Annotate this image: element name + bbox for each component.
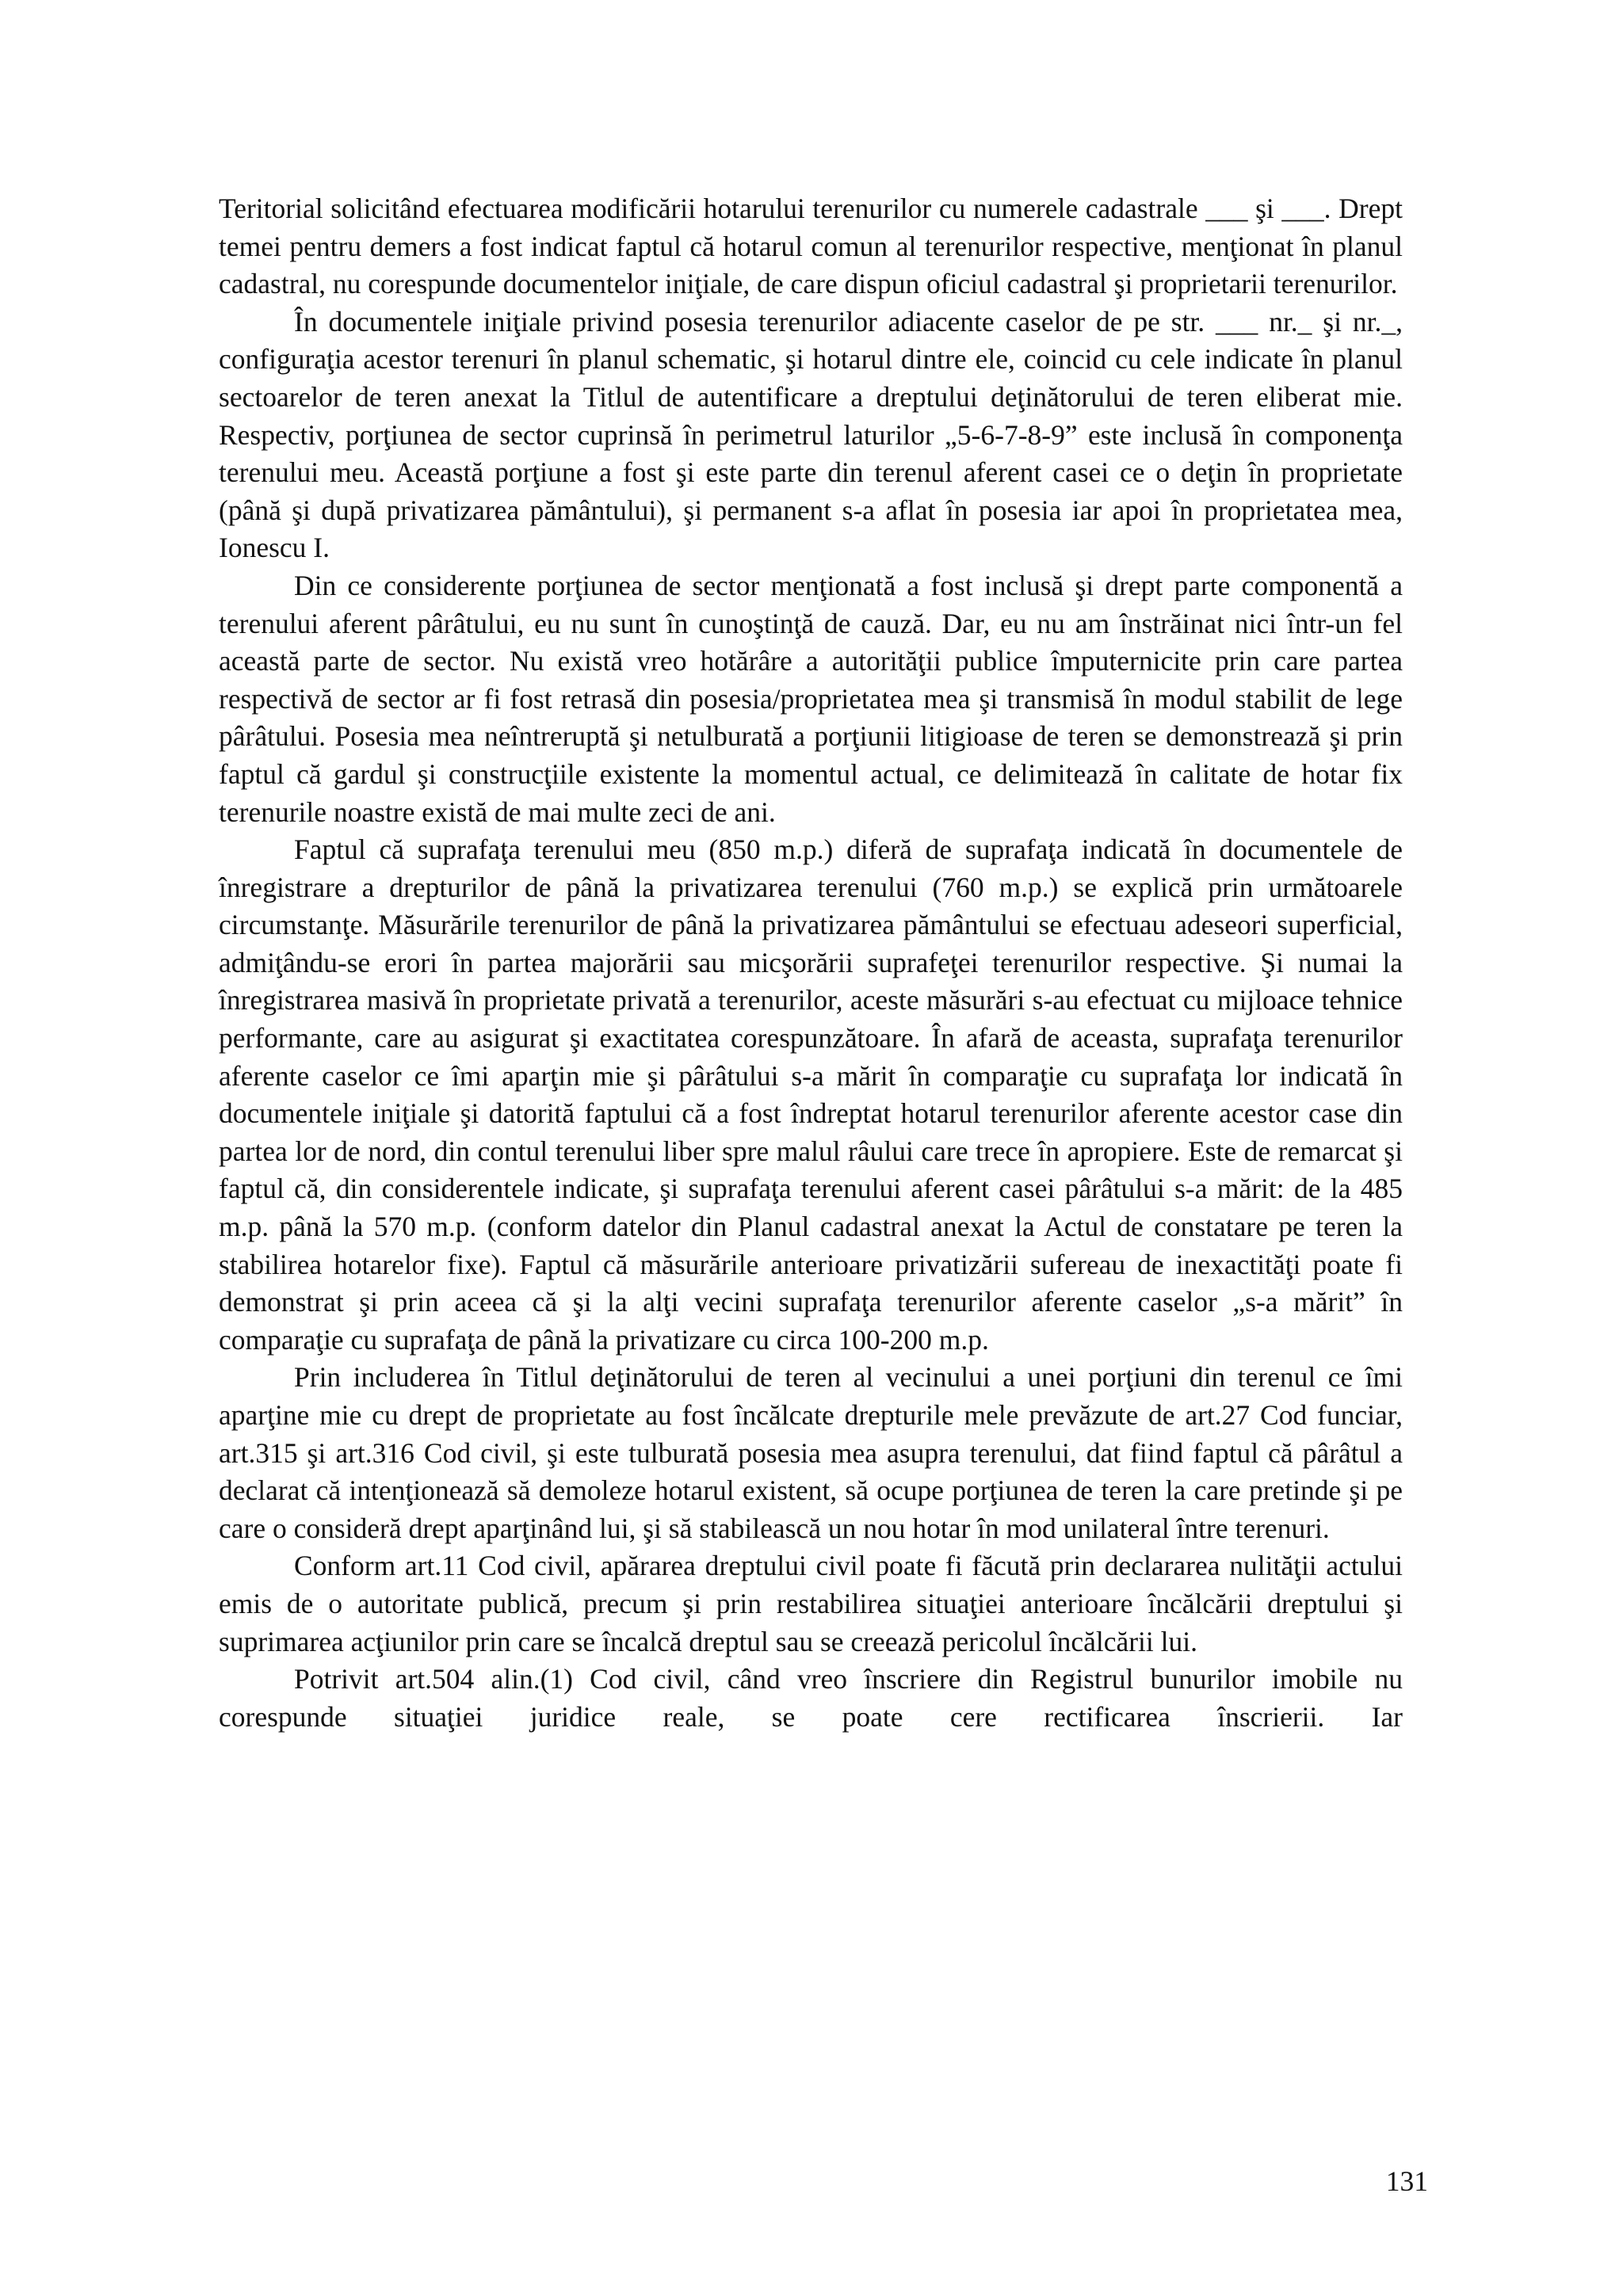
page-number: 131: [1385, 2165, 1428, 2197]
paragraph-3: Din ce considerente porţiunea de sector menţionată a fost inclusă şi drept parte componentă a terenului aferent pârâtului, eu nu sunt în cunoştinţă de cauză. Dar, eu nu am înstrăinat nici într-un fel această parte de sector. Nu există vreo hotărâre a autorităţii publice împuternicite prin care partea respectivă de sector ar fi fost retrasă din posesia/proprietatea mea şi transmisă în modul stabilit de lege pârâtului. Posesia mea neîntreruptă şi netulburată a porţiunii litigioase de teren se demonstrează şi prin faptul că gardul şi construcţiile existente la momentul actual, ce delimitează în calitate de hotar fix terenurile noastre există de mai multe zeci de ani.: [219, 569, 1403, 828]
paragraph-1: Teritorial solicitând efectuarea modificării hotarului terenurilor cu numerele cadastrale ___ şi ___. Drept temei pentru demers a fost indicat faptul că hotarul comun al terenurilor respective, menţionat în planul cadastral, nu corespunde documentelor iniţiale, de care dispun oficiul cadastral şi proprietarii terenurilor.: [219, 193, 1403, 300]
paragraph-2: În documentele iniţiale privind posesia terenurilor adiacente caselor de pe str. ___ nr._ şi nr._, configuraţia acestor terenuri în planul schematic, şi hotarul dintre ele, coincid cu cele indicate în planul sectoarelor de teren anexat la Titlul de autentificare a dreptului deţinătorului de teren eliberat mie. Respectiv, porţiunea de sector cuprinsă în perimetrul laturilor „5-6-7-8-9” este inclusă în componenţa terenului meu. Această porţiune a fost şi este parte din terenul aferent casei ce o deţin în proprietate (până şi după privatizarea pământului), şi permanent s-a aflat în posesia iar apoi în proprietatea mea, Ionescu I.: [219, 305, 1403, 564]
document-body: [219, 190, 1403, 1736]
paragraph-6: Conform art.11 Cod civil, apărarea dreptului civil poate fi făcută prin declararea nulităţii actului emis de o autoritate publică, precum şi prin restabilirea situaţiei anterioare încălcării dreptului şi suprimarea acţiunilor prin care se încalcă dreptul sau se creează pericolul încălcării lui.: [219, 1550, 1403, 1657]
paragraph-4: Faptul că suprafaţa terenului meu (850 m.p.) diferă de suprafaţa indicată în documentele de înregistrare a drepturilor de până la privatizarea terenului (760 m.p.) se explică prin următoarele circumstanţe. Măsurările terenurilor de până la privatizarea pământului se efectuau adeseori superficial, admiţându-se erori în partea majorării sau micşorării suprafeţei terenurilor respective. Şi numai la înregistrarea masivă în proprietate privată a terenurilor, aceste măsurări s-au efectuat cu mijloace tehnice performante, care au asigurat şi exactitatea corespunzătoare. În afară de aceasta, suprafaţa terenurilor aferente caselor ce îmi aparţin mie şi pârâtului s-a mărit în comparaţie cu suprafaţa lor indicată în documentele iniţiale şi datorită faptului că a fost îndreptat hotarul terenurilor aferente acestor case din partea lor de nord, din contul terenului liber spre malul râului care trece în apropiere. Este de remarcat şi faptul că, din considerentele indicate, şi suprafaţa terenului aferent casei pârâtului s-a mărit: de la 485 m.p. până la 570 m.p. (conform datelor din Planul cadastral anexat la Actul de constatare pe teren la stabilirea hotarelor fixe). Faptul că măsurările anterioare privatizării sufereau de inexactităţi poate fi demonstrat şi prin aceea că şi la alţi vecini suprafaţa terenurilor aferente caselor „s-a mărit” în comparaţie cu suprafaţa de până la privatizare cu circa 100-200 m.p.: [219, 833, 1403, 1356]
paragraph-7: Potrivit art.504 alin.(1) Cod civil, când vreo înscriere din Registrul bunurilor imobile nu corespunde situaţiei juridice reale, se poate cere rectificarea înscrierii. Iar: [219, 1663, 1403, 1733]
paragraph-5: Prin includerea în Titlul deţinătorului de teren al vecinului a unei porţiuni din terenul ce îmi aparţine mie cu drept de proprietate au fost încălcate drepturile mele prevăzute de art.27 Cod funciar, art.315 şi art.316 Cod civil, şi este tulburată posesia mea asupra terenului, dat fiind faptul că pârâtul a declarat că intenţionează să demoleze hotarul existent, să ocupe porţiunea de teren la care pretinde şi pe care o consideră drept aparţinând lui, şi să stabilească un nou hotar în mod unilateral între terenuri.: [219, 1361, 1403, 1544]
